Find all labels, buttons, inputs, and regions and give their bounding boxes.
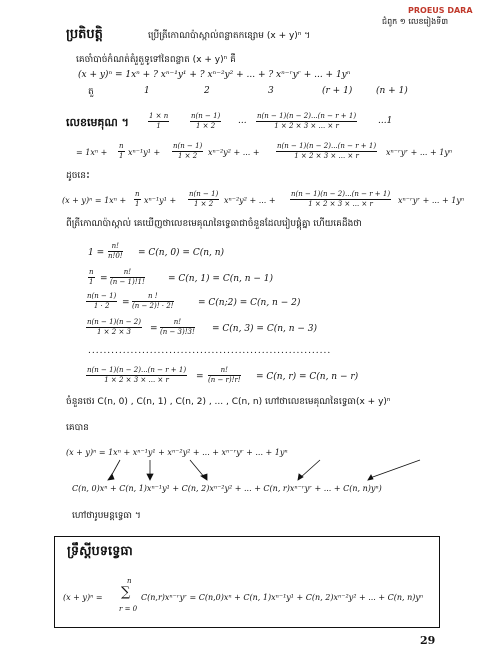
pascal-text: ពីត្រីកោណប៉ាស្កាល់ គេឃើញថាលេខមេគុណនៃទ្វេធាជាចំនួនដែលរៀបផ្គុំគ្នា ហើយគេដឹងថា bbox=[66, 219, 362, 229]
coef-frac-2-den: 1 × 2 bbox=[196, 122, 216, 130]
term-number-2: 2 bbox=[204, 86, 210, 96]
line3-start: (x + y)ⁿ = 1xⁿ + bbox=[62, 196, 127, 205]
id5-frac-left-den: 1 × 2 × 3 × ... × r bbox=[104, 376, 169, 384]
term-number-n: (n + 1) bbox=[376, 86, 408, 96]
id2-frac bbox=[110, 268, 145, 287]
id3-frac-left-num: n(n − 1) bbox=[87, 292, 117, 300]
coef-tail: ...1 bbox=[378, 116, 393, 126]
id2-frac-left bbox=[88, 268, 95, 287]
id3-right: = C(n;2) = C(n, n − 2) bbox=[198, 298, 301, 308]
line3-frac-r-den: 1 × 2 × 3 × ... × r bbox=[308, 200, 373, 208]
id1-frac-den: n!0! bbox=[108, 252, 123, 260]
id2-frac-left-den: 1 bbox=[89, 278, 94, 286]
theorem-lhs: (x + y)ⁿ = bbox=[63, 593, 103, 602]
id5-frac bbox=[208, 366, 241, 385]
id2-right: = C(n, 1) = C(n, n − 1) bbox=[168, 274, 274, 284]
coef-frac-1-num: 1 × n bbox=[149, 112, 169, 120]
id4-frac-left bbox=[86, 318, 142, 337]
line2-b: xⁿ⁻²y² + ... + bbox=[208, 148, 260, 157]
so-label: ដូចនេះ bbox=[66, 171, 90, 181]
term-number-r: (r + 1) bbox=[322, 86, 353, 96]
id4-frac-den: (n − 3)!3! bbox=[160, 328, 195, 336]
sigma-symbol: ∑ bbox=[121, 585, 131, 600]
term-label: តួ bbox=[88, 87, 94, 97]
line2-frac-n-num: n bbox=[119, 142, 124, 150]
bottom-expansion: C(n, 0)xⁿ + C(n, 1)xⁿ⁻¹y¹ + C(n, 2)xⁿ⁻²y² + ... + C(n, r)xⁿ⁻ʳyʳ + ... + C(n, n)yⁿ) bbox=[72, 484, 382, 493]
coef-frac-3 bbox=[256, 112, 357, 131]
id5-frac-left bbox=[86, 366, 187, 385]
theorem-rhs: C(n,r)xⁿ⁻ʳyʳ = C(n,0)xⁿ + C(n, 1)xⁿ⁻¹y¹ + C(n, 2)xⁿ⁻²y² + ... + C(n, n)yⁿ bbox=[141, 593, 424, 602]
called-text: ហៅថារូបមន្តទ្វេធា ។ bbox=[72, 511, 141, 521]
line3-frac-n bbox=[134, 190, 141, 209]
coefficients-heading: លេខមេគុណ ។ bbox=[66, 116, 129, 129]
chapter-label: ជំពូក ១ លេខរៀងទី៣ bbox=[382, 17, 449, 26]
id4-frac-left-den: 1 × 2 × 3 bbox=[97, 328, 131, 336]
line2-frac-2-num: n(n − 1) bbox=[173, 142, 203, 150]
section-sub: គេចាំបាច់កំណត់តំរួតួទូទៅនៃពន្លាត (x + y)ⁿ គឺ bbox=[76, 55, 236, 65]
top-expansion: (x + y)ⁿ = 1xⁿ + xⁿ⁻¹y¹ + xⁿ⁻²y² + ... + xⁿ⁻ʳyʳ + ... + 1yⁿ bbox=[66, 448, 288, 457]
line2-frac-n bbox=[118, 142, 125, 161]
id2-frac-den: (n − 1)!1! bbox=[110, 278, 145, 286]
page-number: 29 bbox=[420, 634, 436, 647]
sum-top: n bbox=[127, 577, 132, 585]
id3-frac-left-den: 1 · 2 bbox=[93, 302, 110, 310]
id4-frac-num: n! bbox=[160, 318, 195, 328]
line3-frac-2-den: 1 × 2 bbox=[194, 200, 214, 208]
get-label: គេបាន bbox=[66, 423, 89, 433]
id5-frac-num: n! bbox=[208, 366, 241, 376]
sum-bottom: r = 0 bbox=[119, 605, 138, 613]
line2-frac-2 bbox=[172, 142, 203, 161]
line3-b: xⁿ⁻²y² + ... + bbox=[224, 196, 276, 205]
line3-frac-2-num: n(n − 1) bbox=[189, 190, 219, 198]
theorem-box bbox=[54, 536, 440, 628]
line2-c: xⁿ⁻ʳyʳ + ... + 1yⁿ bbox=[386, 148, 453, 157]
term-number-1: 1 bbox=[144, 86, 150, 96]
numbers-text: ចំនួនថេរ C(n, 0) , C(n, 1) , C(n, 2) , ... , C(n, n) ហៅថាលេខមេគុណនៃទ្វេធា(x + y)ⁿ bbox=[66, 397, 391, 407]
id2-eq: = bbox=[100, 274, 108, 284]
coef-frac-2-num: n(n − 1) bbox=[191, 112, 221, 120]
line2-frac-2-den: 1 × 2 bbox=[178, 152, 198, 160]
line2-a: xⁿ⁻¹y¹ + bbox=[128, 148, 161, 157]
line3-frac-r-num: n(n − 1)(n − 2)...(n − r + 1) bbox=[291, 190, 391, 198]
id3-frac-left bbox=[86, 292, 117, 311]
id5-right: = C(n, r) = C(n, n − r) bbox=[256, 372, 359, 382]
line3-frac-n-num: n bbox=[135, 190, 140, 198]
id3-frac-den: (n − 2)! · 2! bbox=[132, 302, 174, 310]
section-heading: ប្រតិបត្តិ bbox=[66, 27, 103, 42]
id3-eq: = bbox=[122, 298, 130, 308]
coef-frac-3-den: 1 × 2 × 3 × ... × r bbox=[274, 122, 339, 130]
id2-frac-num: n! bbox=[110, 268, 145, 278]
id5-frac-den: (n − r)!r! bbox=[208, 376, 241, 384]
coef-frac-2 bbox=[190, 112, 221, 131]
id4-frac-left-num: n(n − 1)(n − 2) bbox=[87, 318, 141, 326]
id5-eq: = bbox=[196, 372, 204, 382]
line3-frac-r bbox=[290, 190, 391, 209]
dotted-separator: ............................................................... bbox=[88, 346, 332, 356]
id4-right: = C(n, 3) = C(n, n − 3) bbox=[212, 324, 318, 334]
coef-frac-3-num: n(n − 1)(n − 2)...(n − r + 1) bbox=[257, 112, 357, 120]
id1-frac bbox=[108, 242, 123, 261]
id1-right: = C(n, 0) = C(n, n) bbox=[138, 248, 225, 258]
id1-frac-num: n! bbox=[108, 242, 123, 252]
theorem-title: ទ្រឹស្តីបទទ្វេធា bbox=[67, 544, 133, 559]
line3-frac-n-den: 1 bbox=[135, 200, 140, 208]
section-intro: ប្រើត្រីកោណប៉ាស្កាល់ពន្លាតកន្សោម (x + y)ⁿ ។ bbox=[148, 31, 311, 41]
id4-frac bbox=[160, 318, 195, 337]
line3-frac-2 bbox=[188, 190, 219, 209]
id3-frac bbox=[132, 292, 174, 311]
id3-frac-num: n ! bbox=[132, 292, 174, 302]
id2-frac-left-num: n bbox=[89, 268, 94, 276]
placeholder-expansion: (x + y)ⁿ = 1xⁿ + ? xⁿ⁻¹y¹ + ? xⁿ⁻²y² + ... + ? xⁿ⁻ʳyʳ + ... + 1yⁿ bbox=[78, 70, 351, 80]
line2-frac-r-num: n(n − 1)(n − 2)...(n − r + 1) bbox=[277, 142, 377, 150]
id1-left: 1 = bbox=[88, 248, 105, 258]
id4-eq: = bbox=[150, 324, 158, 334]
coef-frac-1-den: 1 bbox=[156, 122, 161, 130]
line2-start: = 1xⁿ + bbox=[76, 148, 108, 157]
line3-a: xⁿ⁻¹y¹ + bbox=[144, 196, 177, 205]
coef-ellipsis: ... bbox=[238, 116, 247, 126]
brand-stamp: PROEUS DARA bbox=[408, 6, 473, 15]
line2-frac-n-den: 1 bbox=[119, 152, 124, 160]
line2-frac-r bbox=[276, 142, 377, 161]
id5-frac-left-num: n(n − 1)(n − 2)...(n − r + 1) bbox=[87, 366, 187, 374]
coef-frac-1 bbox=[148, 112, 169, 131]
line3-c: xⁿ⁻ʳyʳ + ... + 1yⁿ bbox=[398, 196, 465, 205]
line2-frac-r-den: 1 × 2 × 3 × ... × r bbox=[294, 152, 359, 160]
term-number-3: 3 bbox=[268, 86, 274, 96]
